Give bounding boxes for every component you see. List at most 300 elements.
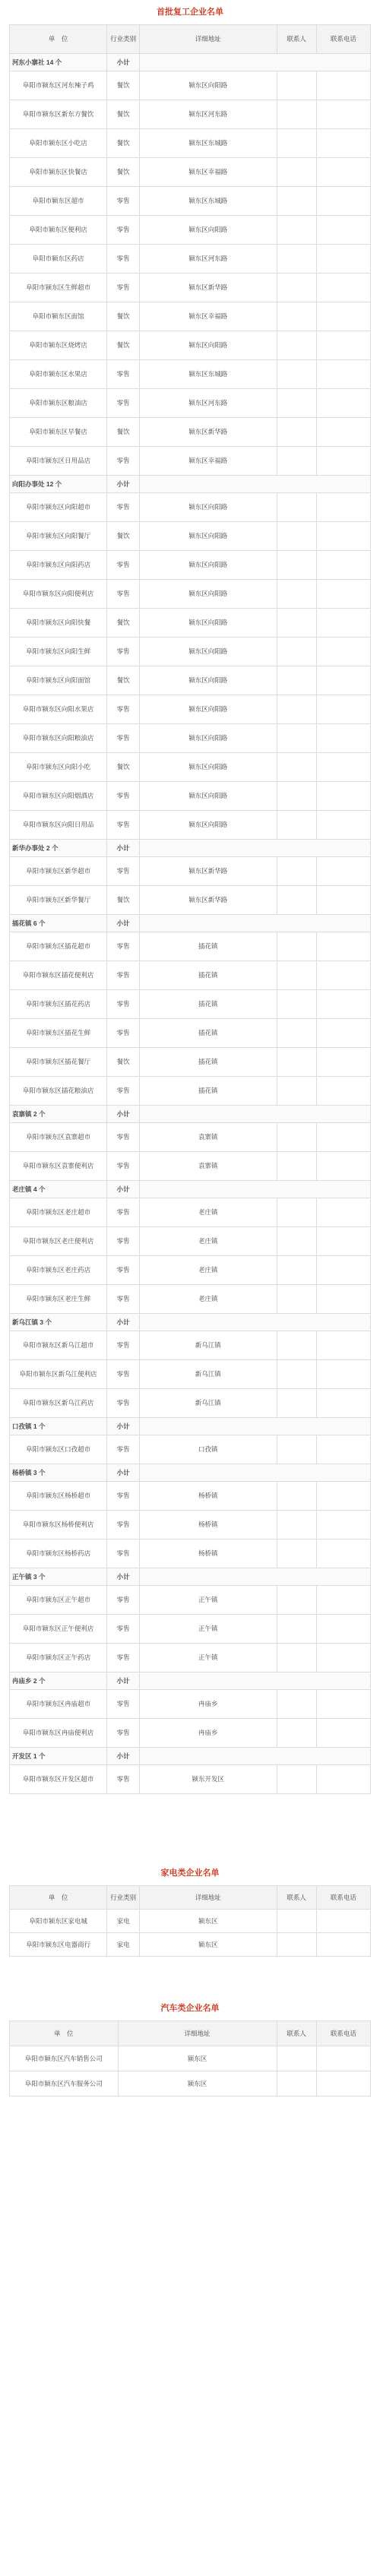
cell-contact — [277, 1540, 316, 1568]
cell-address: 颍东区向阳路 — [140, 811, 277, 840]
cell-category: 零售 — [107, 724, 140, 753]
cell-unit: 阜阳市颍东区插花生鲜 — [10, 1019, 107, 1048]
auto-header-row — [10, 2021, 371, 2046]
cell-address: 插花镇 — [140, 1077, 277, 1106]
cell-contact — [277, 1933, 316, 1957]
cell-unit: 阜阳市颍东区向阳面馆 — [10, 666, 107, 695]
cell-address: 颍东区 — [140, 1933, 277, 1957]
food-table — [9, 24, 371, 1794]
cell-address: 颍东区河东路 — [140, 245, 277, 274]
header-contact: 联系人 — [277, 25, 316, 54]
cell-unit: 阜阳市颍东区便利店 — [10, 216, 107, 245]
cell-unit: 阜阳市颍东区向阳小吃 — [10, 753, 107, 782]
cell-phone — [316, 274, 370, 302]
group-row — [10, 1673, 371, 1690]
group-row — [10, 840, 371, 857]
cell-category: 零售 — [107, 932, 140, 961]
cell-address: 颍东区幸福路 — [140, 447, 277, 476]
cell-unit: 阜阳市颍东区杨桥便利店 — [10, 1511, 107, 1540]
cell-phone — [316, 2071, 370, 2097]
header-contact: 联系人 — [277, 2021, 316, 2046]
cell-phone — [316, 447, 370, 476]
cell-phone — [316, 551, 370, 580]
cell-contact — [277, 302, 316, 331]
cell-contact — [277, 2071, 316, 2097]
food-title: 首批复工企业名单 — [157, 8, 223, 17]
cell-category: 零售 — [107, 447, 140, 476]
table-row — [10, 1256, 371, 1285]
cell-category: 餐饮 — [107, 71, 140, 100]
group-subtotal: 小计 — [107, 476, 140, 493]
cell-category: 零售 — [107, 1152, 140, 1181]
cell-address: 颍东区向阳路 — [140, 522, 277, 551]
table-row — [10, 522, 371, 551]
table-row — [10, 1285, 371, 1314]
cell-address: 颍东区向阳路 — [140, 782, 277, 811]
cell-category: 零售 — [107, 1435, 140, 1464]
table-row — [10, 1077, 371, 1106]
cell-phone — [316, 1256, 370, 1285]
header-unit: 单 位 — [10, 25, 107, 54]
cell-phone — [316, 1719, 370, 1748]
cell-phone — [316, 216, 370, 245]
cell-address: 颍东区向阳路 — [140, 331, 277, 360]
cell-category: 餐饮 — [107, 418, 140, 447]
section-gap — [0, 1794, 380, 1861]
cell-phone — [316, 1690, 370, 1719]
cell-contact — [277, 418, 316, 447]
food-table-body — [10, 54, 371, 1794]
cell-phone — [316, 1152, 370, 1181]
cell-phone — [316, 1910, 370, 1933]
table-row — [10, 493, 371, 522]
cell-unit: 阜阳市颍东区袁寨便利店 — [10, 1152, 107, 1181]
group-row — [10, 915, 371, 932]
cell-address: 颍东区向阳路 — [140, 216, 277, 245]
cell-unit: 阜阳市颍东区正午便利店 — [10, 1615, 107, 1644]
cell-phone — [316, 782, 370, 811]
cell-unit: 阜阳市颍东区冉庙便利店 — [10, 1719, 107, 1748]
cell-address: 颍东区新华路 — [140, 418, 277, 447]
cell-phone — [316, 638, 370, 666]
cell-category: 零售 — [107, 638, 140, 666]
cell-address: 颍东区东城路 — [140, 187, 277, 216]
auto-section — [0, 1996, 380, 2097]
cell-address: 新乌江镇 — [140, 1389, 277, 1418]
food-header-row — [10, 25, 371, 54]
group-subtotal: 小计 — [107, 915, 140, 932]
cell-address: 颍东区东城路 — [140, 129, 277, 158]
cell-category: 零售 — [107, 216, 140, 245]
cell-category: 零售 — [107, 1765, 140, 1794]
table-row — [10, 886, 371, 915]
cell-unit: 阜阳市颍东区新华超市 — [10, 857, 107, 886]
table-row — [10, 811, 371, 840]
cell-phone — [316, 666, 370, 695]
cell-unit: 阜阳市颍东区水果店 — [10, 360, 107, 389]
cell-category: 零售 — [107, 1482, 140, 1511]
cell-phone — [316, 389, 370, 418]
table-row — [10, 695, 371, 724]
cell-contact — [277, 1227, 316, 1256]
table-row — [10, 418, 371, 447]
cell-phone — [316, 1389, 370, 1418]
cell-category: 餐饮 — [107, 1048, 140, 1077]
group-name: 河东小寨社 14 个 — [10, 54, 107, 71]
cell-address: 颍东区 — [118, 2071, 277, 2097]
cell-address: 新乌江镇 — [140, 1360, 277, 1389]
table-row — [10, 216, 371, 245]
cell-address: 老庄镇 — [140, 1227, 277, 1256]
table-row — [10, 1227, 371, 1256]
cell-address: 颍东区向阳路 — [140, 724, 277, 753]
table-row — [10, 857, 371, 886]
header-address: 详细地址 — [118, 2021, 277, 2046]
table-row — [10, 1586, 371, 1615]
group-row — [10, 476, 371, 493]
cell-phone — [316, 129, 370, 158]
group-name: 袁寨镇 2 个 — [10, 1106, 107, 1123]
cell-category: 零售 — [107, 493, 140, 522]
cell-category: 零售 — [107, 1690, 140, 1719]
cell-unit: 阜阳市颍东区老庄药店 — [10, 1256, 107, 1285]
cell-contact — [277, 1389, 316, 1418]
cell-unit: 阜阳市颍东区向阳超市 — [10, 493, 107, 522]
cell-unit: 阜阳市颍东区面馆 — [10, 302, 107, 331]
cell-phone — [316, 1765, 370, 1794]
cell-unit: 阜阳市颍东区正午超市 — [10, 1586, 107, 1615]
table-row — [10, 609, 371, 638]
cell-contact — [277, 389, 316, 418]
cell-category: 零售 — [107, 1540, 140, 1568]
cell-contact — [277, 522, 316, 551]
cell-contact — [277, 551, 316, 580]
cell-unit: 阜阳市颍东区开发区超市 — [10, 1765, 107, 1794]
cell-address: 颍东区幸福路 — [140, 158, 277, 187]
cell-contact — [277, 638, 316, 666]
cell-category: 餐饮 — [107, 886, 140, 915]
cell-category: 零售 — [107, 961, 140, 990]
cell-category: 餐饮 — [107, 129, 140, 158]
cell-contact — [277, 1765, 316, 1794]
cell-contact — [277, 447, 316, 476]
appliance-table-body — [10, 1910, 371, 1957]
cell-category: 零售 — [107, 1256, 140, 1285]
table-row — [10, 187, 371, 216]
cell-address: 颍东区河东路 — [140, 100, 277, 129]
cell-unit: 阜阳市颍东区插花餐厅 — [10, 1048, 107, 1077]
cell-contact — [277, 1435, 316, 1464]
cell-contact — [277, 782, 316, 811]
cell-category: 餐饮 — [107, 522, 140, 551]
cell-category: 零售 — [107, 1123, 140, 1152]
group-filler — [140, 1181, 371, 1198]
cell-category: 餐饮 — [107, 666, 140, 695]
cell-phone — [316, 857, 370, 886]
cell-contact — [277, 1910, 316, 1933]
table-row — [10, 1331, 371, 1360]
cell-category: 零售 — [107, 1615, 140, 1644]
cell-contact — [277, 1152, 316, 1181]
cell-phone — [316, 1198, 370, 1227]
cell-category: 零售 — [107, 551, 140, 580]
cell-address: 袁寨镇 — [140, 1152, 277, 1181]
group-name: 插花镇 6 个 — [10, 915, 107, 932]
cell-address: 颍东区向阳路 — [140, 695, 277, 724]
cell-unit: 阜阳市颍东区正午药店 — [10, 1644, 107, 1673]
group-name: 新乌江镇 3 个 — [10, 1314, 107, 1331]
header-phone: 联系电话 — [316, 25, 370, 54]
group-row — [10, 1181, 371, 1198]
cell-phone — [316, 522, 370, 551]
cell-phone — [316, 71, 370, 100]
cell-phone — [316, 360, 370, 389]
cell-category: 零售 — [107, 580, 140, 609]
cell-unit: 阜阳市颍东区药店 — [10, 245, 107, 274]
cell-category: 家电 — [107, 1933, 140, 1957]
table-row — [10, 1152, 371, 1181]
cell-category: 零售 — [107, 187, 140, 216]
table-row — [10, 961, 371, 990]
cell-contact — [277, 1256, 316, 1285]
cell-unit: 阜阳市颍东区新东方餐饮 — [10, 100, 107, 129]
table-row — [10, 447, 371, 476]
cell-phone — [316, 100, 370, 129]
cell-phone — [316, 1644, 370, 1673]
group-subtotal: 小计 — [107, 1673, 140, 1690]
group-filler — [140, 1464, 371, 1482]
cell-contact — [277, 129, 316, 158]
cell-unit: 阜阳市颍东区向阳便利店 — [10, 580, 107, 609]
cell-contact — [277, 331, 316, 360]
cell-address: 插花镇 — [140, 1048, 277, 1077]
group-subtotal: 小计 — [107, 1418, 140, 1435]
cell-contact — [277, 1719, 316, 1748]
cell-phone — [316, 187, 370, 216]
table-row — [10, 782, 371, 811]
cell-phone — [316, 990, 370, 1019]
table-row — [10, 331, 371, 360]
cell-unit: 阜阳市颍东区超市 — [10, 187, 107, 216]
cell-address: 插花镇 — [140, 961, 277, 990]
cell-phone — [316, 158, 370, 187]
group-name: 口孜镇 1 个 — [10, 1418, 107, 1435]
appliance-title: 家电类企业名单 — [160, 1869, 220, 1878]
cell-contact — [277, 753, 316, 782]
table-row — [10, 1019, 371, 1048]
cell-unit: 阜阳市颍东区烧烤店 — [10, 331, 107, 360]
cell-category: 零售 — [107, 1511, 140, 1540]
cell-address: 插花镇 — [140, 1019, 277, 1048]
cell-unit: 阜阳市颍东区新乌江药店 — [10, 1389, 107, 1418]
cell-address: 颍东区向阳路 — [140, 580, 277, 609]
cell-contact — [277, 1077, 316, 1106]
group-name: 杨桥镇 3 个 — [10, 1464, 107, 1482]
appliance-section — [0, 1861, 380, 1957]
cell-unit: 阜阳市颍东区冉庙超市 — [10, 1690, 107, 1719]
group-row — [10, 54, 371, 71]
cell-contact — [277, 216, 316, 245]
cell-address: 杨桥镇 — [140, 1511, 277, 1540]
table-row — [10, 1198, 371, 1227]
cell-address: 颍东区向阳路 — [140, 638, 277, 666]
group-subtotal: 小计 — [107, 1568, 140, 1586]
cell-unit: 阜阳市颍东区向阳餐厅 — [10, 522, 107, 551]
header-phone: 联系电话 — [316, 1886, 370, 1910]
cell-unit: 阜阳市颍东区向阳生鲜 — [10, 638, 107, 666]
cell-contact — [277, 1331, 316, 1360]
cell-phone — [316, 331, 370, 360]
table-row — [10, 666, 371, 695]
cell-address: 颍东区幸福路 — [140, 302, 277, 331]
group-filler — [140, 476, 371, 493]
cell-phone — [316, 2046, 370, 2071]
group-row — [10, 1106, 371, 1123]
cell-category: 家电 — [107, 1910, 140, 1933]
group-row — [10, 1314, 371, 1331]
cell-category: 餐饮 — [107, 609, 140, 638]
cell-unit: 阜阳市颍东区口孜超市 — [10, 1435, 107, 1464]
cell-phone — [316, 493, 370, 522]
cell-contact — [277, 1615, 316, 1644]
group-row — [10, 1418, 371, 1435]
cell-contact — [277, 274, 316, 302]
cell-category: 零售 — [107, 782, 140, 811]
group-filler — [140, 54, 371, 71]
group-subtotal: 小计 — [107, 1314, 140, 1331]
group-filler — [140, 1568, 371, 1586]
cell-category: 餐饮 — [107, 158, 140, 187]
cell-address: 老庄镇 — [140, 1198, 277, 1227]
section-gap — [0, 1957, 380, 1996]
header-address: 详细地址 — [140, 1886, 277, 1910]
auto-table-body — [10, 2046, 371, 2097]
table-row — [10, 2046, 371, 2071]
table-row — [10, 245, 371, 274]
cell-category: 零售 — [107, 1360, 140, 1389]
cell-unit: 阜阳市颍东区向阳日用品 — [10, 811, 107, 840]
table-row — [10, 1360, 371, 1389]
cell-contact — [277, 1586, 316, 1615]
cell-phone — [316, 1227, 370, 1256]
group-filler — [140, 1748, 371, 1765]
cell-unit: 阜阳市颍东区生鲜超市 — [10, 274, 107, 302]
cell-unit: 阜阳市颍东区粮油店 — [10, 389, 107, 418]
group-name: 新华办事处 2 个 — [10, 840, 107, 857]
header-contact: 联系人 — [277, 1886, 316, 1910]
cell-address: 颍东区向阳路 — [140, 753, 277, 782]
cell-address: 正午镇 — [140, 1644, 277, 1673]
cell-address: 颍东区 — [118, 2046, 277, 2071]
group-subtotal: 小计 — [107, 1181, 140, 1198]
cell-unit: 阜阳市颍东区新乌江便利店 — [10, 1360, 107, 1389]
cell-phone — [316, 961, 370, 990]
cell-contact — [277, 1690, 316, 1719]
cell-category: 零售 — [107, 1586, 140, 1615]
group-subtotal: 小计 — [107, 1464, 140, 1482]
cell-unit: 阜阳市颍东区家电城 — [10, 1910, 107, 1933]
table-row — [10, 389, 371, 418]
cell-unit: 阜阳市颍东区汽车销售公司 — [10, 2046, 119, 2071]
cell-contact — [277, 158, 316, 187]
cell-address: 袁寨镇 — [140, 1123, 277, 1152]
group-row — [10, 1748, 371, 1765]
group-name: 冉庙乡 2 个 — [10, 1673, 107, 1690]
cell-phone — [316, 1285, 370, 1314]
cell-address: 杨桥镇 — [140, 1540, 277, 1568]
cell-phone — [316, 1123, 370, 1152]
table-row — [10, 274, 371, 302]
cell-category: 零售 — [107, 1198, 140, 1227]
cell-contact — [277, 932, 316, 961]
cell-unit: 阜阳市颍东区日用品店 — [10, 447, 107, 476]
header-unit: 单 位 — [10, 1886, 107, 1910]
cell-phone — [316, 1482, 370, 1511]
table-row — [10, 360, 371, 389]
cell-category: 餐饮 — [107, 302, 140, 331]
cell-contact — [277, 961, 316, 990]
cell-contact — [277, 1511, 316, 1540]
cell-phone — [316, 1933, 370, 1957]
cell-address: 老庄镇 — [140, 1285, 277, 1314]
cell-unit: 阜阳市颍东区老庄超市 — [10, 1198, 107, 1227]
cell-address: 颍东区向阳路 — [140, 666, 277, 695]
cell-phone — [316, 1048, 370, 1077]
group-subtotal: 小计 — [107, 1106, 140, 1123]
cell-address: 颍东区向阳路 — [140, 609, 277, 638]
cell-unit: 阜阳市颍东区插花粮油店 — [10, 1077, 107, 1106]
cell-address: 老庄镇 — [140, 1256, 277, 1285]
table-row — [10, 71, 371, 100]
cell-address: 颍东开发区 — [140, 1765, 277, 1794]
cell-contact — [277, 100, 316, 129]
appliance-header-row — [10, 1886, 371, 1910]
cell-phone — [316, 811, 370, 840]
cell-phone — [316, 695, 370, 724]
cell-address: 正午镇 — [140, 1615, 277, 1644]
cell-category: 零售 — [107, 1389, 140, 1418]
cell-phone — [316, 1435, 370, 1464]
cell-unit: 阜阳市颍东区向阳粮油店 — [10, 724, 107, 753]
cell-category: 零售 — [107, 360, 140, 389]
cell-unit: 阜阳市颍东区快餐店 — [10, 158, 107, 187]
cell-contact — [277, 1482, 316, 1511]
group-filler — [140, 840, 371, 857]
cell-category: 零售 — [107, 857, 140, 886]
group-name: 老庄镇 4 个 — [10, 1181, 107, 1198]
group-filler — [140, 1314, 371, 1331]
cell-unit: 阜阳市颍东区插花便利店 — [10, 961, 107, 990]
cell-address: 冉庙乡 — [140, 1690, 277, 1719]
cell-contact — [277, 187, 316, 216]
cell-category: 零售 — [107, 1644, 140, 1673]
cell-category: 零售 — [107, 1719, 140, 1748]
cell-category: 零售 — [107, 389, 140, 418]
table-row — [10, 580, 371, 609]
cell-category: 零售 — [107, 811, 140, 840]
cell-contact — [277, 609, 316, 638]
cell-contact — [277, 2046, 316, 2071]
cell-contact — [277, 724, 316, 753]
table-row — [10, 1765, 371, 1794]
cell-unit: 阜阳市颍东区向阳药店 — [10, 551, 107, 580]
header-category: 行业类别 — [107, 1886, 140, 1910]
cell-phone — [316, 1077, 370, 1106]
table-row — [10, 1482, 371, 1511]
group-filler — [140, 915, 371, 932]
table-row — [10, 1615, 371, 1644]
cell-category: 餐饮 — [107, 331, 140, 360]
